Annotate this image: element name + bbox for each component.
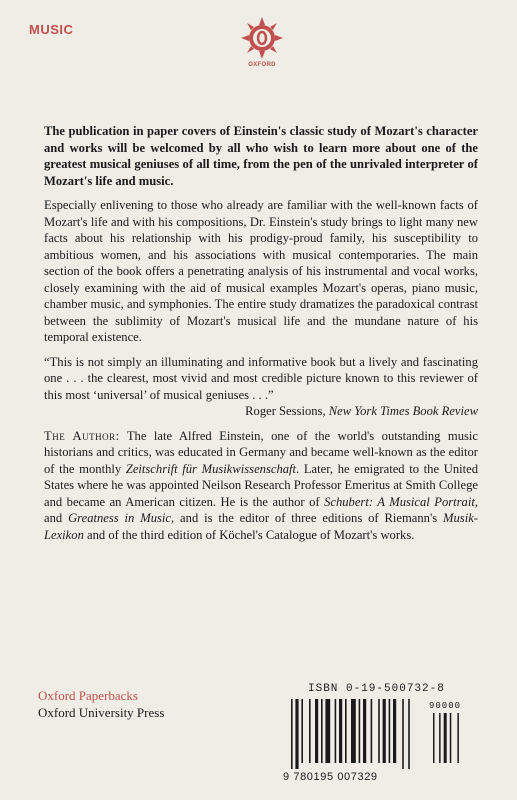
- imprint-publisher: Oxford University Press: [38, 705, 165, 720]
- reviewer-name: Roger Sessions,: [245, 404, 326, 418]
- author-bio: [44, 428, 478, 544]
- isbn-label: ISBN 0-19-500732-8: [308, 683, 445, 695]
- back-cover-text: [44, 123, 478, 551]
- barcode-icon: [283, 699, 483, 771]
- author-bio-text-2: . Later, he emigrated to the United States where he was appointed Neilson Research Professor Emeritus at Smith College and became an American citizen. He is the author of: [44, 461, 478, 509]
- review-source: New York Times Book Review: [328, 404, 478, 418]
- barcode-number: 9 780195 007329: [283, 771, 378, 783]
- oxford-logo-text: OXFORD: [248, 62, 276, 68]
- author-bio-text-3: , and: [44, 494, 478, 525]
- category-label: MUSIC: [29, 22, 74, 37]
- description-paragraph-1: The publication in paper covers of Einstein's classic study of Mozart's character and works will be welcomed by all who wish to learn more about one of the greatest musical geniuses of all time, from the pen of the unrivaled interpreter of Mozart's life and music.: [44, 124, 478, 188]
- journal-title: Zeitschrift für Musikwissenschaft: [125, 461, 297, 476]
- imprint-series: Oxford Paperbacks: [38, 688, 138, 703]
- author-bio-text-4: , and is the editor of three editions of Riemann's: [171, 511, 444, 525]
- description-paragraph-2: Especially enlivening to those who already are familiar with the well-known facts of Mozart's life and with his compositions, Dr. Einstein's study brings to light many new facts about his relationship with his prodigy-proud family, his susceptibility to ambitious women, and his associations with musical contemporaries. The main section of the book offers a penetrating analysis of his instrumental and vocal works, closely examining with the aid of musical examples Mozart's operas, piano music, chamber music, and symphonies. The entire study dramatizes the paradoxical contrast between the sublimity of Mozart's musical life and the mundane nature of his temporal existence.: [44, 198, 478, 344]
- book-title-3: Musik-Lexikon: [44, 511, 478, 542]
- author-label: The Author:: [44, 428, 120, 443]
- publisher-imprint: [38, 687, 164, 721]
- author-bio-text-1: The late Alfred Einstein, one of the world's outstanding music historians and critics, was educated in Germany and became well-known as the editor of the monthly: [44, 428, 478, 476]
- book-title-2: Greatness in Music: [68, 511, 172, 525]
- barcode-block: [283, 683, 483, 787]
- price-code: 90000: [429, 701, 462, 711]
- review-attribution: [44, 403, 478, 420]
- review-quote: “This is not simply an illuminating and informative book but a lively and fascinating one . . . the clearest, most vivid and most credible picture known to this reviewer of this most ‘universal’ of musical geniuses . . .”: [44, 354, 478, 402]
- book-title-1: Schubert: A Musical Portrait: [324, 494, 475, 509]
- author-bio-text-5: and of the third edition of Köchel's Catalogue of Mozart's works.: [83, 527, 415, 542]
